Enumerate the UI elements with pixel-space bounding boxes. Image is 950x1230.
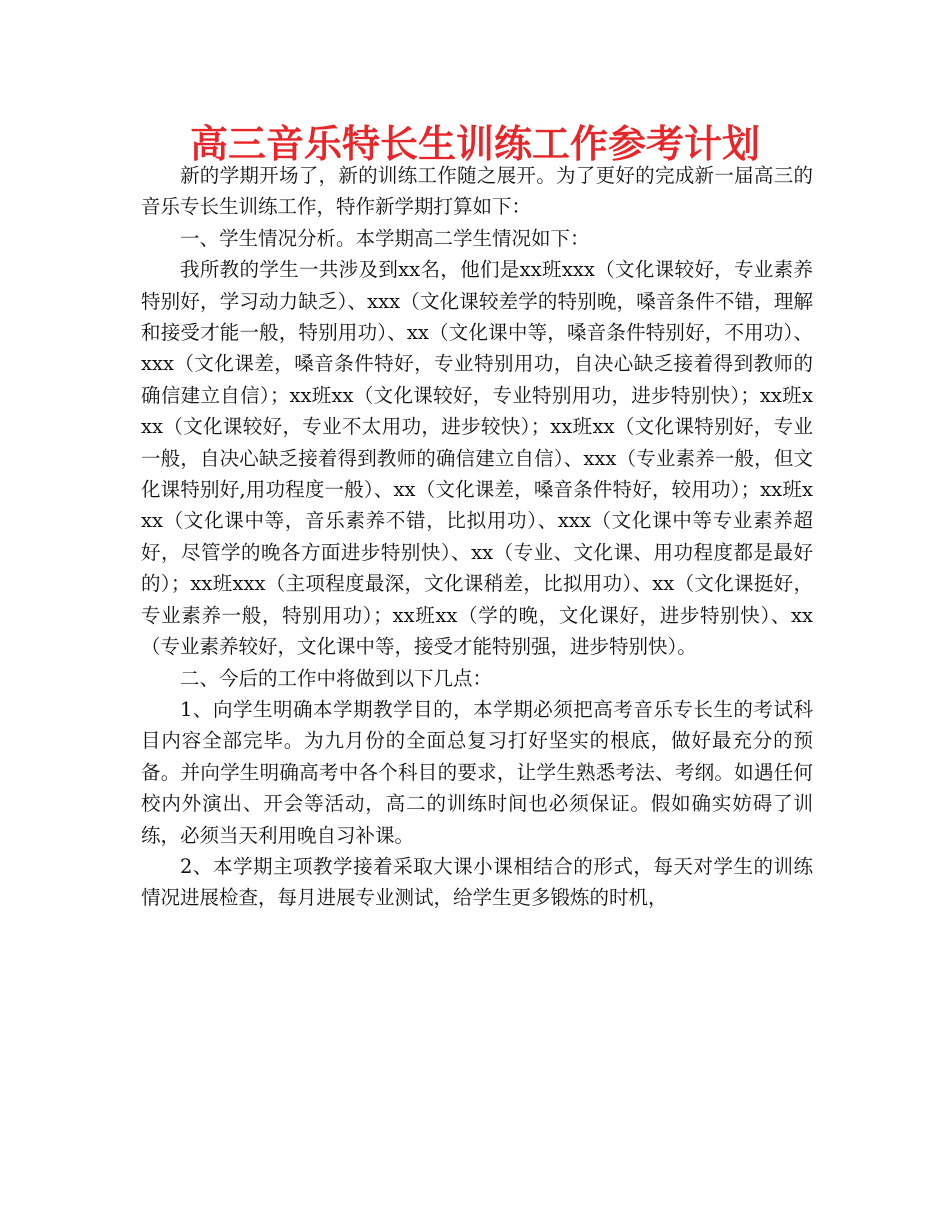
paragraph-section-1-heading: 一、学生情况分析。本学期高二学生情况如下： — [180, 226, 590, 250]
paragraph-section-2-heading: 二、今后的工作中将做到以下几点： — [180, 666, 493, 690]
paragraph-intro: 新的学期开场了，新的训练工作随之展开。为了更好的完成新一届高三的音乐专长生训练工作，特作新学期打算如下： — [141, 164, 813, 219]
paragraph-student-analysis: 我所教的学生一共涉及到xx名，他们是xx班xxx（文化课较好，专业素养特别好，学习动力缺乏）、xxx（文化课较差学的特别晚，嗓音条件不错，理解和接受才能一般，特别用功）、xx（文化课中等，嗓音条件特别好，不用功）、xxx（文化课差，嗓音条件特好，专业特别用功，自决心缺乏接着得到教师的确信建立自信）；xx班xx（文化课较好，专业特别用功，进步特别快）；xx班xxx（文化课较好，专业不太用功，进步较快）；xx班xx（文化课特别好，专业一般，自决心缺乏接着得到教师的确信建立自信）、xxx（专业素养一般，但文化课特别好,用功程度一般）、xx（文化课差，嗓音条件特好，较用功）；xx班xxx（文化课中等，音乐素养不错，比拟用功）、xxx（文化课中等专业素养超好，尽管学的晚各方面进步特别快）、xx（专业、文化课、用功程度都是最好的）；xx班xxx（主项程度最深，文化课稍差，比拟用功）、xx（文化课挺好，专业素养一般，特别用功）；xx班xx（学的晚，文化课好，进步特别快）、xx（专业素养较好，文化课中等，接受才能特别强，进步特别快）。 — [141, 258, 813, 659]
document-title: 高三音乐特长生训练工作参考计划 — [189, 122, 760, 166]
document-body — [141, 160, 813, 914]
paragraph-point-1: 1、向学生明确本学期教学目的，本学期必须把高考音乐专长生的考试科目内容全部完毕。为九月份的全面总复习打好坚实的根底，做好最充分的预备。并向学生明确高考中各个科目的要求，让学生熟悉考法、考纲。如遇任何校内外演出、开会等活动，高二的训练时间也必须保证。假如确实妨碍了训练，必须当天利用晚自习补课。 — [141, 697, 813, 847]
paragraph-point-2: 2、本学期主项教学接着采取大课小课相结合的形式，每天对学生的训练情况进展检查，每月进展专业测试，给学生更多锻炼的时机， — [141, 854, 813, 910]
